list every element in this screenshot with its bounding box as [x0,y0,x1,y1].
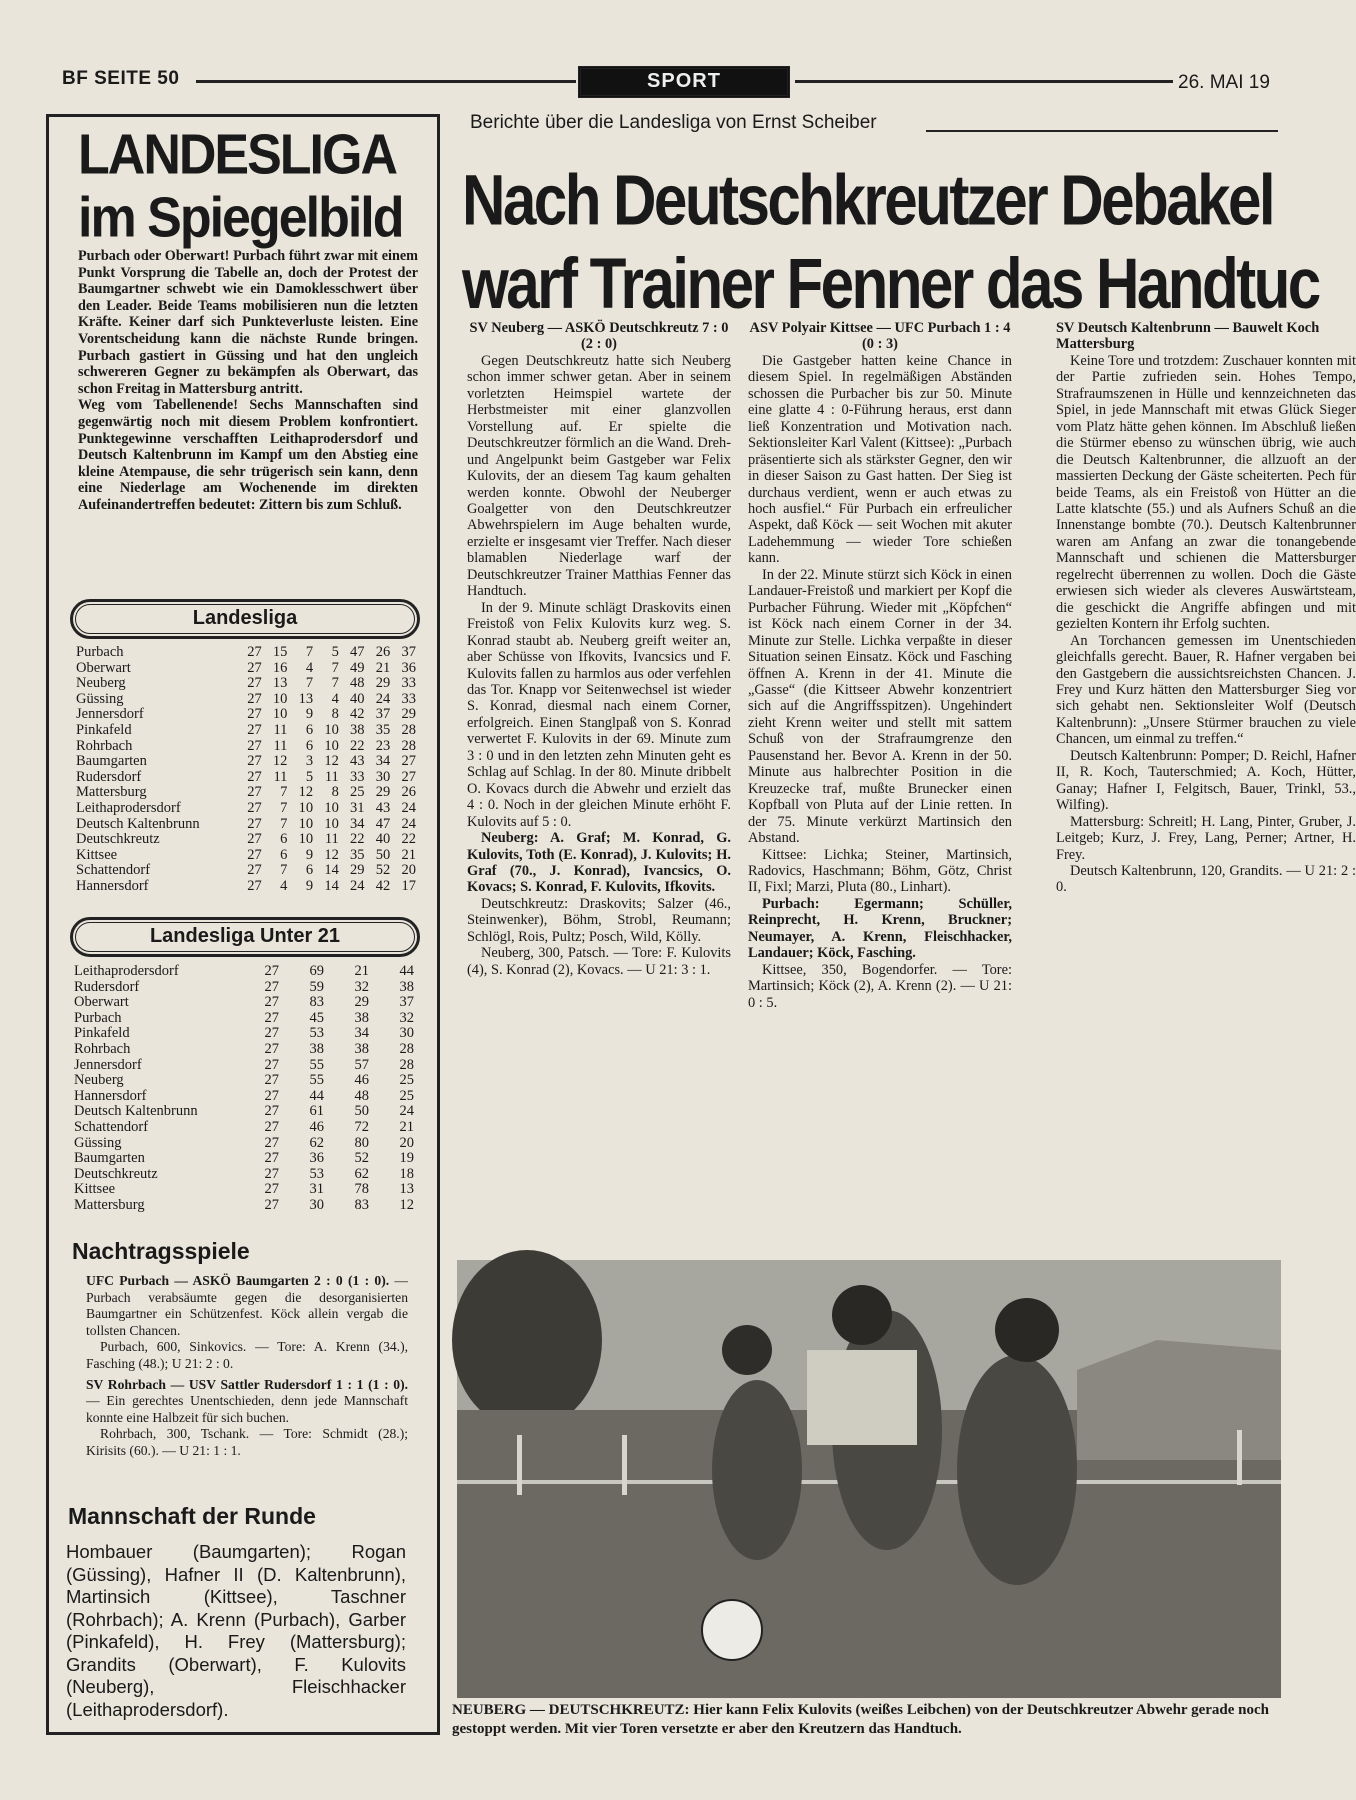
stat-cell: 25 [399,1087,414,1104]
stat-cell: 25 [350,784,365,801]
table-row [76,785,416,801]
team-name: Rohrbach [76,737,133,754]
section-label: SPORT [578,66,790,98]
table-row [74,1198,414,1214]
stat-cell: 11 [324,768,339,785]
stat-cell: 50 [354,1103,369,1120]
stat-cell: 27 [264,1056,279,1073]
stat-cell: 6 [305,862,314,879]
stat-cell: 24 [399,1103,414,1120]
stat-cell: 27 [264,1134,279,1151]
stat-cell: 27 [247,721,262,738]
stat-cell: 34 [375,753,391,770]
intro-paragraph: Purbach oder Oberwart! Purbach führt zwar mit einem Punkt Vorsprung die Tabelle an, doch der Protest der Baumgartner schwebt wie ein Damoklesschwert über den Leader. Beide Teams mobilisieren nun die letzten Kräfte. Keiner darf sich Punkteverluste leisten. Eine Vorentscheidung kann die nächste Runde bringen. Purbach gastiert in Güssing und hat den ungleich schwereren Gegner zu bekämpfen als Oberwart, das schon Freitag in Mattersburg antritt. [78,248,418,397]
stat-cell: 27 [264,1196,279,1213]
stat-cell: 24 [401,815,416,832]
team-name: Rudersdorf [74,978,140,995]
photo-illustration [457,1260,1281,1698]
table1-heading: Landesliga [70,599,420,639]
stat-cell: 27 [264,1009,279,1026]
team-name: Pinkafeld [74,1025,130,1042]
nachtrag-2-stats: Rohrbach, 300, Tschank. — Tore: Schmidt (28.); Kirisits (60.). — U 21: 1 : 1. [86,1426,408,1458]
stat-cell: 11 [273,737,288,754]
stat-cell: 44 [309,1087,324,1104]
stat-cell: 50 [375,846,391,863]
sidebar-title-line1: LANDESLIGA [78,124,396,187]
stat-cell: 40 [350,690,365,707]
team-name: Güssing [74,1134,122,1151]
stat-cell: 10 [324,721,339,738]
stat-cell: 27 [247,831,262,848]
stat-cell: 24 [350,877,365,894]
stat-cell: 22 [401,831,416,848]
lineup: Kittsee: Lichka; Steiner, Martinsich, Radovics, Haschmann; Böhm, Götz, Christ II, Fixl; Marzi, Pluta (80., Linhart). [748,846,1012,896]
stat-cell: 52 [375,862,391,879]
stat-cell: 48 [354,1087,369,1104]
stat-cell: 38 [399,978,414,995]
team-name: Neuberg [74,1072,124,1089]
stat-cell: 27 [247,877,262,894]
nachtrag-2-head: SV Rohrbach — USV Sattler Rudersdorf 1 : 1 (1 : 0). [86,1376,408,1392]
header-rule-right [795,80,1173,83]
article-kaltenbrunn [1056,320,1356,1252]
page-number: BF SEITE 50 [62,68,180,89]
stat-cell: 6 [305,721,314,738]
stat-cell: 29 [375,675,391,692]
stat-cell: 44 [399,963,414,979]
stat-cell: 25 [399,1072,414,1089]
nachtrag-heading: Nachtragsspiele [72,1238,250,1264]
headline-line2: warf Trainer Fenner das Handtuc [462,243,1319,324]
stat-cell: 27 [264,1181,279,1198]
stat-cell: 36 [401,659,416,676]
byline-rule [926,130,1278,132]
stat-cell: 42 [375,877,391,894]
table-row [76,739,416,755]
table-row [74,995,414,1011]
table-row [74,1151,414,1167]
stat-cell: 13 [272,675,288,692]
stat-cell: 23 [375,737,391,754]
stat-cell: 31 [350,799,365,816]
stat-cell: 27 [247,768,262,785]
team-name: Leithaprodersdorf [74,963,179,979]
stat-cell: 7 [331,675,339,692]
stat-cell: 10 [298,815,314,832]
team-name: Neuberg [76,675,126,692]
stat-cell: 33 [350,768,365,785]
stat-cell: 27 [264,1118,279,1135]
stat-cell: 32 [354,978,369,995]
article-heading: ASV Polyair Kittsee — UFC Purbach 1 : 4 (0 : 3) [749,320,1011,353]
photo-caption: NEUBERG — DEUTSCHKREUTZ: Hier kann Felix Kulovits (weißes Leibchen) von der Deutschkreutzer Abwehr gerade noch gestoppt werden. Mit vier Toren versetzte er aber den Kreutzern das Handtuch. [452,1702,1269,1737]
article-paragraph: In der 22. Minute stürzt sich Köck in einen Landauer-Freistoß und markiert per Kopf die Purbacher Führung. Wieder mit „Köpfchen“ ist Köck nach einem Corner in der 34. Minute zur Stelle. Lichka verpaßte in dieser Situation seinen Einsatz. Köck und Fasching öffnen A. Krenn in der 41. Minute die „Gasse“ (die Kittseer Abwehr konzentriert sich auf die Angriffsspitzen). Ungehindert zieht Krenn weiter und stellt mit sattem Schuß von der Strafraumgrenze den Pausenstand her. Bevor A. Krenn in der 50. Minute aus halbrechter Position in die Kreuzecke traf, mußte Brunecker einen Kopfball von Pluta auf der Linie retten. In der 75. Minute verkürzt Martinsich den Abstand. [748,566,1012,847]
lineup: Deutsch Kaltenbrunn: Pomper; D. Reichl, Hafner II, R. Koch, Tauterschmied; A. Koch, Hütter, Ganay; Hafner I, Felgitsch, Bauer, Trinkl, 53., Wilfing). [1056,747,1356,814]
stat-cell: 37 [375,706,391,723]
stat-cell: 80 [354,1134,369,1151]
stat-cell: 55 [309,1056,324,1073]
table-row [76,645,416,661]
table-row [74,1089,414,1105]
stat-cell: 10 [324,737,339,754]
match-photo [457,1260,1281,1698]
headline-line1: Nach Deutschkreutzer Debakel [462,160,1274,240]
stat-cell: 30 [309,1196,324,1213]
team-name: Pinkafeld [76,721,132,738]
article-kittsee [748,320,1012,1011]
lineup: Mattersburg: Schreitl; H. Lang, Pinter, Gruber, J. Leitgeb; Kurz, J. Frey, Lang, Perner; Artner, H. Frey. [1056,813,1356,863]
stat-cell: 27 [247,690,262,707]
table-row [76,848,416,864]
team-name: Hannersdorf [76,877,149,894]
stat-cell: 27 [247,737,262,754]
stat-cell: 13 [298,690,314,707]
stat-cell: 83 [309,994,324,1011]
stat-cell: 34 [350,815,365,832]
stat-cell: 10 [272,690,288,707]
byline: Berichte über die Landesliga von Ernst Scheiber [470,112,877,133]
match-stats: Neuberg, 300, Patsch. — Tore: F. Kulovits (4), S. Konrad (2), Kovacs. — U 21: 3 : 1. [467,945,731,978]
mdr-text: Hombauer (Baumgarten); Rogan (Güssing), Hafner II (D. Kaltenbrunn), Martinsich (Kittsee), Taschner (Rohrbach); A. Krenn (Purbach), Garber (Pinkafeld), H. Frey (Mattersburg); Grandits (Oberwart), F. Kulovits (Neuberg), Fleischhacker (Leithaprodersdorf). [66,1541,406,1720]
article-paragraph: An Torchancen gemessen im Unentschieden gleichfalls gerecht. Bauer, R. Hafner vergaben bei den Gastgebern die aussichtsreichsten Chancen. J. Frey und Kurz hätten den Mattersburger Sieg vor sich gehabt nen. Sektionsleiter Wolf (Deutsch Kaltenbrunn): „Unsere Stürmer brauchen zu viele Chancen, um einmal zu treffen.“ [1056,632,1356,748]
stat-cell: 27 [264,1025,279,1042]
table-row [74,1073,414,1089]
stat-cell: 9 [305,877,314,894]
team-name: Deutschkreutz [74,1165,158,1182]
stat-cell: 53 [309,1165,324,1182]
team-name: Rohrbach [74,1040,131,1057]
team-name: Baumgarten [74,1150,145,1167]
stat-cell: 28 [401,721,416,738]
table-row [76,832,416,848]
stat-cell: 10 [324,799,339,816]
stat-cell: 27 [247,815,262,832]
table-row [74,1136,414,1152]
stat-cell: 7 [305,644,314,660]
stat-cell: 28 [399,1056,414,1073]
intro-paragraph-2: Weg vom Tabellenende! Sechs Mannschaften sind gegenwärtig noch mit diesem Problem konfrontiert. Punktegewinne verschafften Leithaprodersdorf und Deutsch Kaltenbrunn im Kampf um den Abstieg eine kleine Atempause, die sehr trügerisch sein kann, denn eine Niederlage am Wochenende im direkten Aufeinandertreffen bedeutet: Zittern bis zum Schluß. [78,397,418,513]
match-stats: Kittsee, 350, Bogendorfer. — Tore: Martinsich; Köck (2), A. Krenn (2). — U 21: 0 : 5. [748,961,1012,1011]
stat-cell: 35 [350,846,365,863]
sidebar-title-line2: im Spiegelbild [78,186,403,250]
stat-cell: 7 [280,784,288,801]
stat-cell: 27 [264,978,279,995]
table-row [74,1011,414,1027]
stat-cell: 7 [280,862,288,879]
stat-cell: 28 [399,1040,414,1057]
team-name: Kittsee [74,1181,116,1198]
table-row [74,964,414,980]
stat-cell: 4 [331,690,339,707]
stat-cell: 47 [375,815,391,832]
lineup: Deutschkreutz: Draskovits; Salzer (46., Steinwenker), Böhm, Strobl, Reumann; Schlögl, Rois, Pultz; Posch, Wild, Kölly. [467,895,731,945]
stat-cell: 27 [264,1072,279,1089]
stat-cell: 31 [309,1181,324,1198]
stat-cell: 69 [309,963,324,979]
stat-cell: 7 [280,799,288,816]
stat-cell: 6 [280,831,288,848]
stat-cell: 45 [309,1009,324,1026]
stat-cell: 7 [331,659,339,676]
stat-cell: 11 [324,831,339,848]
table-row [76,676,416,692]
header-rule-left [196,80,576,83]
sidebar-title [78,124,403,249]
stat-cell: 46 [354,1072,369,1089]
stat-cell: 38 [354,1009,369,1026]
stat-cell: 27 [264,1040,279,1057]
stat-cell: 27 [264,1165,279,1182]
table-row [74,1058,414,1074]
stat-cell: 27 [264,1103,279,1120]
stat-cell: 27 [264,994,279,1011]
stat-cell: 10 [272,706,288,723]
table-row [76,692,416,708]
stat-cell: 10 [298,831,314,848]
stat-cell: 7 [305,675,314,692]
stat-cell: 59 [309,978,324,995]
stat-cell: 19 [399,1150,414,1167]
landesliga-table [76,645,416,895]
stat-cell: 83 [354,1196,369,1213]
match-stats: Deutsch Kaltenbrunn, 120, Grandits. — U 21: 2 : 0. [1056,862,1356,896]
stat-cell: 33 [401,690,416,707]
team-name: Deutschkreutz [76,831,160,848]
stat-cell: 17 [401,877,416,894]
stat-cell: 21 [399,1118,414,1135]
stat-cell: 36 [309,1150,324,1167]
stat-cell: 15 [272,644,288,660]
article-paragraph: Die Gastgeber hatten keine Chance in diesem Spiel. In regelmäßigen Abständen schossen die Purbacher bis zur 50. Minute eine glatte 4 : 0-Führung heraus, erst dann ließ Konzentration und Motivation nach. Sektionsleiter Karl Valent (Kittsee): „Purbach präsentierte sich als stärkster Gegner, den wir in dieser Saison zu Gast hatten. Der Sieg ist durchaus verdient, wenn er auch etwas zu hoch ausfiel.“ Für Purbach ein erfreulicher Aspekt, daß Köck — seit Wochen mit akuter Ladehemmung — wieder Tore schießen kann. [748,352,1012,567]
stat-cell: 7 [280,815,288,832]
stat-cell: 27 [247,675,262,692]
stat-cell: 14 [324,862,339,879]
table-row [74,1026,414,1042]
sidebar-intro [78,248,418,514]
stat-cell: 43 [375,799,391,816]
lineup: Purbach: Egermann; Schüller, Reinprecht, H. Krenn, Bruckner; Neumayer, A. Krenn, Fleischhacker, Landauer; Köck, Fasching. [748,895,1012,962]
stat-cell: 9 [305,706,314,723]
table-row [76,801,416,817]
stat-cell: 27 [247,862,262,879]
team-name: Güssing [76,690,124,707]
stat-cell: 21 [375,659,391,676]
stat-cell: 11 [273,768,288,785]
stat-cell: 61 [309,1103,324,1120]
table-row [76,661,416,677]
headline [462,158,1319,325]
team-name: Oberwart [76,659,131,676]
stat-cell: 13 [399,1181,414,1198]
stat-cell: 26 [375,644,391,660]
nachtrag-1-text: — Purbach verabsäumte gegen die desorganisierten Baumgartner ein Schützenfest. Köck allein vergab die tollsten Chancen. [86,1273,408,1338]
stat-cell: 29 [375,784,391,801]
stat-cell: 6 [305,737,314,754]
table-row [76,707,416,723]
stat-cell: 12 [324,753,339,770]
team-name: Oberwart [74,994,129,1011]
nachtrag-1-head: UFC Purbach — ASKÖ Baumgarten 2 : 0 (1 : 0). [86,1273,390,1288]
table-row [76,754,416,770]
stat-cell: 10 [298,799,314,816]
stat-cell: 40 [375,831,391,848]
nachtrag-2-text: — Ein gerechtes Unentschieden, denn jede Mannschaft konnte eine Halbzeit für sich buchen. [86,1393,408,1425]
stat-cell: 12 [298,784,314,801]
lineup: Neuberg: A. Graf; M. Konrad, G. Kulovits, Toth (E. Konrad), J. Kulovits; H. Graf (70., J. Konrad), Ivancsics, O. Kovacs; S. Konrad, F. Kulovits, Ifkovits. [467,830,731,896]
article-heading: SV Deutsch Kaltenbrunn — Bauwelt Koch Mattersburg [1056,320,1320,353]
team-name: Rudersdorf [76,768,142,785]
stat-cell: 18 [399,1165,414,1182]
stat-cell: 12 [399,1196,414,1213]
stat-cell: 26 [401,784,416,801]
team-name: Schattendorf [76,862,151,879]
stat-cell: 35 [375,721,391,738]
article-paragraph: Gegen Deutschkreutz hatte sich Neuberg schon immer schwer getan. Aber in seinem vorletzten Heimspiel wartete der Herbstmeister mit einer glanzvollen Vorstellung auf. Er spielte die Deutschkreutzer förmlich an die Wand. Dreh- und Angelpunkt beim Gastgeber war Felix Kulovits, der an diesem Tag kaum gehalten werden konnte. Obwohl der Neuberger Goalgetter von den Deutschkreutzer Abwehrspielern im Auge behalten wurde, erzielte er insgesamt vier Treffer. Nach dieser blamablen Niederlage warf der Deutschkreutzer Trainer Matthias Fenner das Handtuch. [467,352,731,600]
issue-date: 26. MAI 19 [1178,72,1270,93]
stat-cell: 62 [309,1134,324,1151]
table-row [76,879,416,895]
stat-cell: 27 [247,659,262,676]
team-name: Deutsch Kaltenbrunn [74,1103,198,1120]
table-row [74,1042,414,1058]
stat-cell: 37 [399,994,414,1011]
article-paragraph: Keine Tore und trotzdem: Zuschauer konnten mit der Partie zufrieden sein. Hohes Tempo, Strafraumszenen in Hülle und kennzeichneten das Spiel, in jede Mannschaft mit etwas Glück Sieger vom Platz hätte gehen können. Im Abschluß ließen die Stürmer ebenso zu wünschen übrig, wie auch die Deutsch Kaltenbrunner, die allzuoft an der massierten Deckung der Gäste scheiterten. Pech für beide Teams, als ein Freistoß von Hütter an die Latte klatschte (55.) und als Aufners Schuß an die Innenstange bombte (70.). Deutsch Kaltenbrunner waren am Anfang an zwar die tonangebende Mannschaft und schienen die Mattersburger regelrecht überrennen zu wollen. Doch die Gäste erwiesen sich wieder als cleveres Auswärtsteam, die geschickt die Angriffe abfingen und mit gezielten Kontern ihr Erfolg suchten. [1056,352,1356,633]
stat-cell: 27 [247,753,262,770]
stat-cell: 38 [350,721,365,738]
stat-cell: 30 [399,1025,414,1042]
table-row [76,770,416,786]
nachtrag-2 [86,1377,408,1427]
stat-cell: 9 [305,846,314,863]
stat-cell: 38 [309,1040,324,1057]
stat-cell: 24 [375,690,391,707]
team-name: Baumgarten [76,753,147,770]
mdr-heading: Mannschaft der Runde [68,1503,316,1529]
table-row [74,1182,414,1198]
stat-cell: 3 [305,753,314,770]
stat-cell: 20 [399,1134,414,1151]
stat-cell: 30 [375,768,391,785]
table-row [76,863,416,879]
team-name: Jennersdorf [76,706,144,723]
stat-cell: 8 [331,706,339,723]
stat-cell: 42 [350,706,365,723]
stat-cell: 27 [247,799,262,816]
stat-cell: 72 [354,1118,369,1135]
team-name: Deutsch Kaltenbrunn [76,815,200,832]
stat-cell: 4 [305,659,314,676]
team-name: Hannersdorf [74,1087,147,1104]
stat-cell: 14 [324,877,339,894]
stat-cell: 5 [305,768,314,785]
nachtrag-block [86,1273,408,1460]
stat-cell: 6 [280,846,288,863]
stat-cell: 27 [247,784,262,801]
stat-cell: 27 [247,644,262,660]
stat-cell: 29 [354,994,369,1011]
team-name: Kittsee [76,846,118,863]
team-name: Mattersburg [74,1196,145,1213]
table2-heading: Landesliga Unter 21 [70,917,420,957]
stat-cell: 12 [324,846,339,863]
table-row [74,980,414,996]
stat-cell: 22 [350,737,365,754]
stat-cell: 21 [354,963,369,979]
table-row [76,817,416,833]
stat-cell: 11 [273,721,288,738]
stat-cell: 28 [401,737,416,754]
stat-cell: 10 [324,815,339,832]
stat-cell: 52 [354,1150,369,1167]
team-name: Leithaprodersdorf [76,799,181,816]
stat-cell: 29 [401,706,416,723]
stat-cell: 12 [272,753,288,770]
stat-cell: 27 [247,706,262,723]
stat-cell: 16 [272,659,288,676]
team-name: Mattersburg [76,784,147,801]
stat-cell: 27 [247,846,262,863]
article-neuberg [467,320,731,978]
table-row [74,1104,414,1120]
stat-cell: 78 [354,1181,369,1198]
team-name: Schattendorf [74,1118,149,1135]
table-row [74,1167,414,1183]
stat-cell: 37 [401,644,416,660]
stat-cell: 53 [309,1025,324,1042]
stat-cell: 22 [350,831,365,848]
stat-cell: 47 [350,644,365,660]
team-name: Purbach [76,644,124,660]
stat-cell: 5 [331,644,339,660]
stat-cell: 21 [401,846,416,863]
stat-cell: 4 [280,877,288,894]
nachtrag-1-stats: Purbach, 600, Sinkovics. — Tore: A. Krenn (34.), Fasching (48.); U 21: 2 : 0. [86,1339,408,1371]
stat-cell: 38 [354,1040,369,1057]
stat-cell: 27 [264,1087,279,1104]
stat-cell: 34 [354,1025,369,1042]
stat-cell: 48 [350,675,365,692]
table-row [76,723,416,739]
stat-cell: 32 [399,1009,414,1026]
stat-cell: 55 [309,1072,324,1089]
stat-cell: 29 [350,862,365,879]
stat-cell: 57 [354,1056,369,1073]
stat-cell: 49 [350,659,365,676]
stat-cell: 43 [350,753,365,770]
stat-cell: 27 [264,1150,279,1167]
stat-cell: 27 [401,753,416,770]
team-name: Jennersdorf [74,1056,142,1073]
stat-cell: 20 [401,862,416,879]
stat-cell: 33 [401,675,416,692]
article-paragraph: In der 9. Minute schlägt Draskovits einen Freistoß von Felix Kulovits kurz weg. S. Konrad staubt ab. Neuberg greift weiter an, aber Schüsse von Ifkovits, Ivancsics und F. Kulovits fallen zu harmlos aus oder verfehlen das Tor. Knapp vor Seitenwechsel ist wieder S. Konrad, diesmal nach einem Corner, erfolgreich. Einen Stanglpaß von S. Konrad verwertet F. Kulovits in der 69. Minute zum 3 : 0 und in den letzten zehn Minuten geht es Schlag auf Schlag. In der 80. Minute dribbelt O. Kovacs durch die Abwehr und erzielt das 4 : 0. Noch in der gleichen Minute erhöht F. Kulovits auf 5 : 0. [467,599,731,830]
stat-cell: 24 [401,799,416,816]
stat-cell: 27 [401,768,416,785]
table-row [74,1120,414,1136]
nachtrag-1 [86,1273,408,1339]
article-heading: SV Neuberg — ASKÖ Deutschkreutz 7 : 0 (2 : 0) [469,320,729,353]
stat-cell: 8 [331,784,339,801]
stat-cell: 27 [264,963,279,979]
stat-cell: 46 [309,1118,324,1135]
stat-cell: 62 [354,1165,369,1182]
u21-table [74,964,414,1214]
team-name: Purbach [74,1009,122,1026]
